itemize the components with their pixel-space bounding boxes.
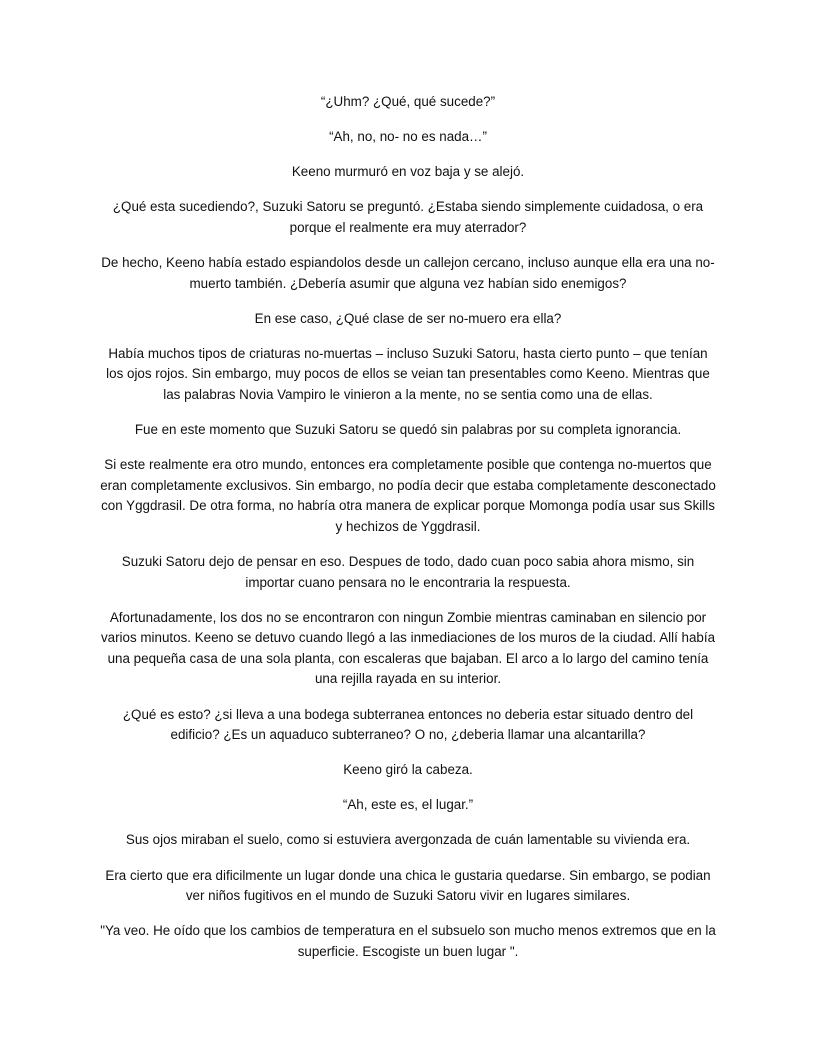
paragraph-11: Afortunadamente, los dos no se encontraron con ningun Zombie mientras caminaban en silencio por varios minutos. Keeno se detuvo cuando llegó a las inmediaciones de los muros de la ciudad. Allí había una pequeña casa de una sola planta, con escaleras que bajaban. El arco a lo largo del camino tenía una rejilla rayada en su interior. <box>100 609 716 687</box>
paragraph-5: De hecho, Keeno había estado espiandolos desde un callejon cercano, incluso aunque ella era una no-muerto también. ¿Debería asumir que alguna vez habían sido enemigos? <box>101 254 715 291</box>
paragraph-14: “Ah, este es, el lugar.” <box>342 797 474 813</box>
paragraph-10: Suzuki Satoru dejo de pensar en eso. Despues de todo, dado cuan poco sabia ahora mismo, sin importar cuano pensara no le encontraria la respuesta. <box>121 554 695 590</box>
paragraph-3: Keeno murmuró en voz baja y se alejó. <box>291 164 525 180</box>
paragraph-13: Keeno giró la cabeza. <box>343 762 473 778</box>
paragraph-17: "Ya veo. He oído que los cambios de temperatura en el subsuelo son mucho menos extremos que en la superficie. Escogiste un buen lugar ". <box>100 923 716 959</box>
paragraph-16: Era cierto que era dificilmente un lugar donde una chica le gustaria quedarse. Sin embargo, se podian ver niños fugitivos en el mundo de Suzuki Satoru vivir en lugares similares. <box>105 867 711 904</box>
paragraph-2: “Ah, no, no- no es nada…” <box>329 129 487 145</box>
paragraph-6: En ese caso, ¿Qué clase de ser no-muero era ella? <box>254 310 562 326</box>
paragraph-8: Fue en este momento que Suzuki Satoru se quedó sin palabras por su completa ignorancia. <box>134 422 682 438</box>
paragraph-12: ¿Qué es esto? ¿si lleva a una bodega subterranea entonces no deberia estar situado dentro del edificio? ¿Es un aquaduco subterraneo? O no, ¿deberia llamar una alcantarilla? <box>122 706 694 743</box>
text-body <box>100 92 716 977</box>
paragraph-4: ¿Qué esta sucediendo?, Suzuki Satoru se preguntó. ¿Estaba siendo simplemente cuidadosa, o era porque el realmente era muy aterrador? <box>112 199 704 235</box>
paragraph-9: Si este realmente era otro mundo, entonces era completamente posible que contenga no-muertos que eran completamente exclusivos. Sin embargo, no podía decir que estaba completamente desconectado con Yggdrasil. De otra forma, no habría otra manera de explicar porque Momonga podía usar sus Skills y hechizos de Yggdrasil. <box>100 457 716 534</box>
paragraph-15: Sus ojos miraban el suelo, como si estuviera avergonzada de cuán lamentable su vivienda era. <box>125 832 691 848</box>
paragraph-1: “¿Uhm? ¿Qué, qué sucede?” <box>320 94 496 109</box>
paragraph-7: Había muchos tipos de criaturas no-muertas – incluso Suzuki Satoru, hasta cierto punto – que tenían los ojos rojos. Sin embargo, muy pocos de ellos se veian tan presentables como Keeno. Mientras que las palabras Novia Vampiro le vinieron a la mente, no se sentia como una de ellas. <box>106 345 710 402</box>
